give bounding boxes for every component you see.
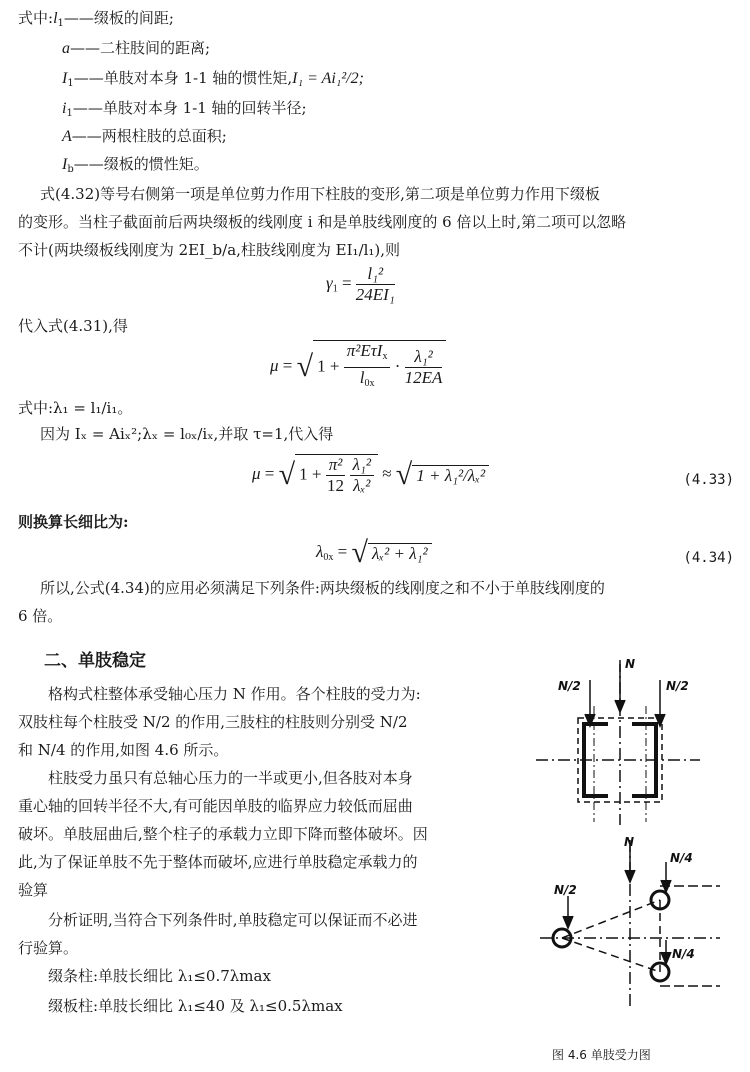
eq-mu1-fraction-1	[344, 341, 391, 394]
para1-line2: 的变形。当柱子截面前后两块缀板的线刚度 i 和是单肢线刚度的 6 倍以上时,第二项可以忽略	[18, 213, 627, 231]
eq-mu1-den1-sub: 0x	[364, 378, 375, 389]
eq-number-433: (4.33)	[683, 472, 734, 488]
eq-mu2-lam1: λ₁²	[350, 455, 374, 476]
fig-label-N2-right: N/2	[666, 679, 689, 693]
eq-gamma-lhs: γ	[326, 273, 333, 293]
fig-label-N4-bottom: N/4	[672, 947, 695, 961]
def-Ib-subscript: b	[67, 164, 74, 175]
def-l1-symbol: l	[53, 10, 58, 27]
def-Ib-description: ——缀板的惯性矩。	[73, 155, 209, 173]
para3-line3: 和 N/4 的作用,如图 4.6 所示。	[18, 741, 229, 759]
sqrt-sign: √	[278, 458, 296, 491]
def-i1-symbol: i	[62, 100, 67, 117]
para1-line1: 式(4.32)等号右侧第一项是单位剪力作用下柱肢的变形,第二项是单位剪力作用下缀板	[40, 185, 600, 203]
def-intro: 式中:	[18, 9, 54, 27]
para4-line1: 柱肢受力虽只有总轴心压力的一半或更小,但各肢对本身	[48, 769, 413, 787]
def-l1-line	[18, 8, 174, 34]
eq-mu2-lhs: μ	[252, 463, 261, 483]
para1-line3: 不计(两块缀板线刚度为 2EI_b/a,柱肢线刚度为 EI₁/l₁),则	[18, 241, 401, 259]
eq-mu2-twelve: 12	[327, 476, 345, 495]
def-Ib-line	[62, 154, 209, 180]
text-because: 因为 Iₓ = Aiₓ²;λₓ = l₀ₓ/iₓ,并取 τ=1,代入得	[40, 425, 334, 443]
fig-label-N-top: N	[625, 657, 636, 671]
fig-label-N4-top: N/4	[670, 851, 693, 865]
eq-mu2-lamx: λₓ²	[353, 476, 371, 495]
eq-lam-lhs-sub: 0x	[323, 551, 334, 563]
eq-mu1-num1: π²EτI	[346, 341, 383, 360]
text-where-lambda1: 式中:λ₁ = l₁/i₁。	[18, 399, 133, 417]
def-I1-description: ——单肢对本身 1-1 轴的惯性矩,	[73, 69, 293, 87]
eq-number-434: (4.34)	[683, 550, 734, 566]
eq-mu2-approx: ≈	[382, 463, 392, 483]
equation-mu-2: μ = √ 1 + $\frac{\text{π²}}{12}$ $\frac{\text{λ₁²}}{\text{λₓ²}}$ ≈ √ 1 + λ₁²/λₓ²	[252, 454, 489, 496]
lacing-lower	[562, 938, 660, 972]
condition-lacing-column: 缀条柱:单肢长细比 λ₁≤0.7λmax	[48, 967, 271, 985]
para5-line1: 分析证明,当符合下列条件时,单肢稳定可以保证而不必进	[48, 911, 418, 929]
condition-batten-column: 缀板柱:单肢长细比 λ₁≤40 及 λ₁≤0.5λmax	[48, 997, 343, 1015]
def-a-description: ——二柱肢间的距离;	[70, 39, 211, 57]
sqrt-sign: √	[395, 458, 413, 491]
def-i1-line	[62, 98, 307, 124]
equation-mu-1: μ = √ 1 + $\frac{\pi^2E\tau I_x}{l_{0x}}$ · $\frac{\text{λ₁²}}{12EA}$	[270, 340, 446, 394]
eq-mu2-pi: π²	[326, 455, 346, 476]
eq-mu1-fraction-2	[405, 347, 443, 388]
eq-gamma-fraction	[356, 264, 395, 305]
para4-line2: 重心轴的回转半径不大,有可能因单肢的临界应力较低而屈曲	[18, 797, 413, 815]
para4-line5: 验算	[18, 881, 49, 899]
para3-line2: 双肢柱每个柱肢受 N/2 的作用,三肢柱的柱肢则分别受 N/2	[18, 713, 408, 731]
para2-line2: 6 倍。	[18, 607, 63, 625]
eq-gamma-denominator: 24EI₁	[355, 285, 395, 304]
sqrt-sign: √	[296, 350, 314, 383]
fig-label-N2-bottom: N/2	[554, 883, 577, 897]
eq-lam-lhs: λ	[316, 541, 324, 561]
fig-label-N-mid: N	[624, 835, 635, 849]
def-a-symbol: a	[62, 40, 70, 57]
def-A-description: ——两根柱肢的总面积;	[71, 127, 227, 145]
eq-gamma-numerator: l₁²	[356, 264, 395, 285]
def-A-line	[62, 126, 227, 147]
eq-mu1-num2: λ₁²	[405, 347, 443, 368]
def-I1-symbol: I	[62, 70, 68, 87]
def-Ib-symbol: I	[62, 156, 68, 173]
def-A-symbol: A	[62, 128, 72, 145]
def-l1-subscript: 1	[57, 18, 64, 29]
eq-mu1-den1: l	[359, 368, 365, 387]
para4-line3: 破坏。单肢屈曲后,整个柱子的承载力立即下降而整体破坏。因	[18, 825, 428, 843]
def-I1-formula: I₁ = Ai₁²/2;	[292, 70, 364, 87]
sqrt-sign: √	[351, 536, 368, 569]
eq-mu1-lhs: μ	[270, 355, 279, 375]
def-i1-subscript: 1	[66, 108, 73, 119]
text-conversion: 则换算长细比为:	[18, 513, 129, 531]
equation-gamma: $\gamma_1$ = $\frac{\text{l₁²}}{\text{24EI₁}}$	[326, 264, 395, 304]
eq-mu1-num1-sub: x	[382, 351, 388, 362]
text-substitute-431: 代入式(4.31),得	[18, 317, 128, 335]
section-title: 二、单肢稳定	[44, 651, 146, 671]
arrowhead-N-mid	[625, 870, 635, 882]
para4-line4: 此,为了保证单肢不先于整体而破坏,应进行单肢稳定承载力的	[18, 853, 418, 871]
lacing-upper	[562, 900, 660, 938]
figure-single-limb-force	[520, 650, 745, 1030]
figure-caption: 图 4.6 单肢受力图	[552, 1048, 651, 1062]
arrowhead-N2-bottom	[563, 916, 573, 928]
para3-line1: 格构式柱整体承受轴心压力 N 作用。各个柱肢的受力为:	[48, 685, 421, 703]
fig-label-N2-left: N/2	[558, 679, 581, 693]
eq-mu2-rhs: 1 + λ₁²/λₓ²	[412, 465, 489, 486]
def-I1-line	[62, 68, 364, 94]
para5-line2: 行验算。	[18, 939, 79, 957]
def-l1-description: ——缀板的间距;	[63, 9, 174, 27]
eq-lam-rhs: λₓ² + λ₁²	[368, 543, 432, 564]
def-i1-description: ——单肢对本身 1-1 轴的回转半径;	[72, 99, 307, 117]
equation-lambda: $\lambda_{0x}$ = √ λₓ² + λ₁²	[316, 536, 432, 570]
def-I1-subscript: 1	[67, 78, 74, 89]
eq-gamma-lhs-sub: 1	[332, 283, 338, 295]
para2-line1: 所以,公式(4.34)的应用必须满足下列条件:两块缀板的线刚度之和不小于单肢线刚度的	[40, 579, 605, 597]
arrowhead-N-top	[615, 700, 625, 712]
def-a-line	[62, 38, 210, 59]
eq-mu1-den2: 12EA	[404, 368, 443, 387]
